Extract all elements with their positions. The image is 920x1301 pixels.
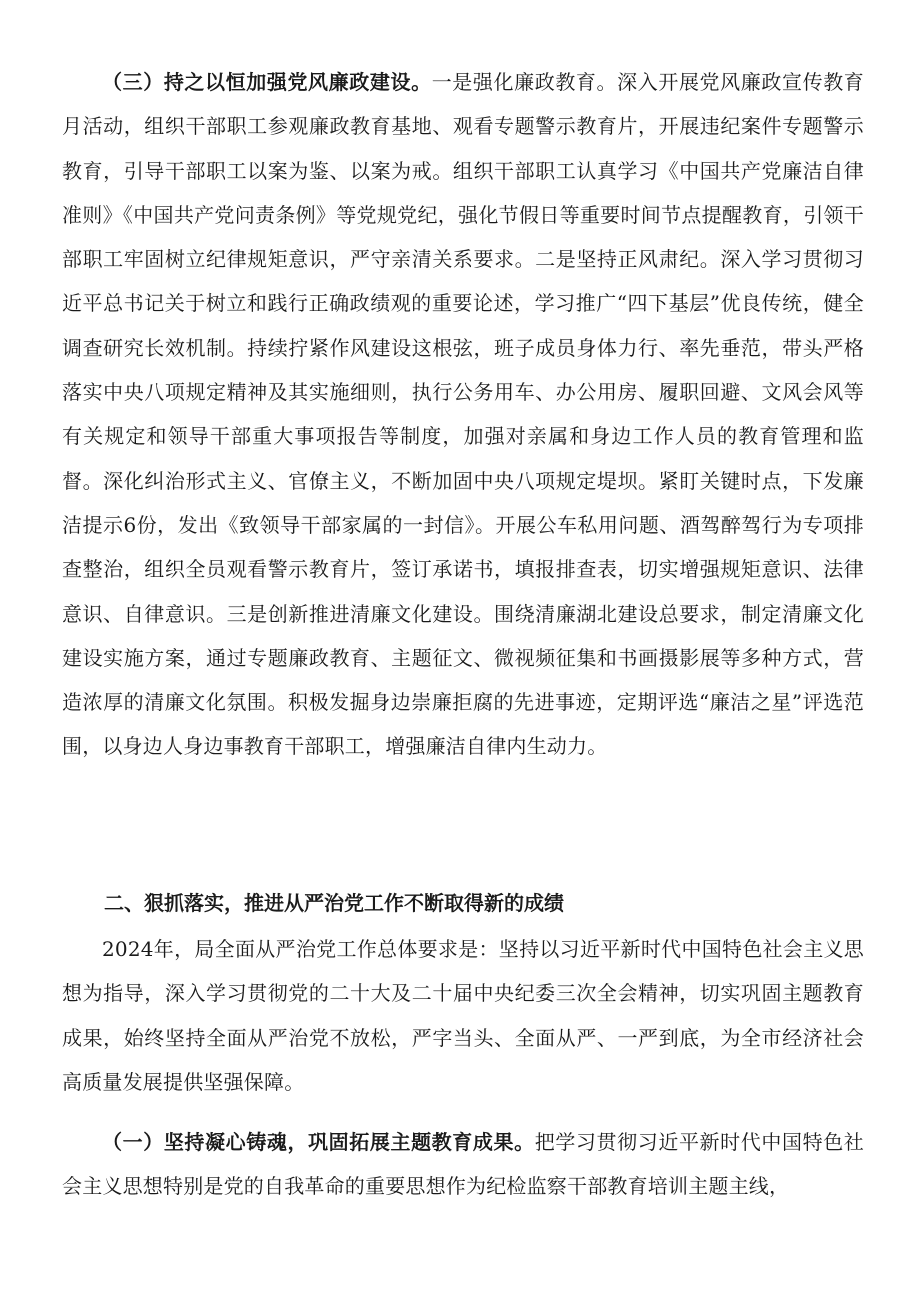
section-3-paragraph	[62, 60, 864, 769]
part-2-heading: 二、狠抓落实，推进从严治党工作不断取得新的成绩	[104, 891, 564, 915]
section-1-heading: （一）坚持凝心铸魂，巩固拓展主题教育成果。	[102, 1130, 535, 1154]
part-2-intro-paragraph: 2024年，局全面从严治党工作总体要求是：坚持以习近平新时代中国特色社会主义思想为指导，深入学习贯彻党的二十大及二十届中央纪委三次全会精神，切实巩固主题教育成果，始终坚持全面从严治党不放松，严字当头、全面从严、一严到底，为全市经济社会高质量发展提供坚强保障。	[62, 937, 864, 1094]
section-1-body: 把学习贯彻习近平新时代中国特色社会主义思想特别是党的自我革命的重要思想作为纪检监察干部教育培训主题主线，	[62, 1130, 864, 1199]
section-3-body: 一是强化廉政教育。深入开展党风廉政宣传教育月活动，组织干部职工参观廉政教育基地、观看专题警示教育片，开展违纪案件专题警示教育，引导干部职工以案为鉴、以案为戒。组织干部职工认真学习《中国共产党廉洁自律准则》《中国共产党问责条例》等党规党纪，强化节假日等重要时间节点提醒教育，引领干部职工牢固树立纪律规矩意识，严守亲清关系要求。二是坚持正风肃纪。深入学习贯彻习近平总书记关于树立和践行正确政绩观的重要论述，学习推广“四下基层”优良传统，健全调查研究长效机制。持续拧紧作风建设这根弦，班子成员身体力行、率先垂范，带头严格落实中央八项规定精神及其实施细则，执行公务用车、办公用房、履职回避、文风会风等有关规定和领导干部重大事项报告等制度，加强对亲属和身边工作人员的教育管理和监督。深化纠治形式主义、官僚主义，不断加固中央八项规定堤坝。紧盯关键时点，下发廉洁提示6份，发出《致领导干部家属的一封信》。开展公车私用问题、酒驾醉驾行为专项排查整治，组织全员观看警示教育片，签订承诺书，填报排查表，切实增强规矩意识、法律意识、自律意识。三是创新推进清廉文化建设。围绕清廉湖北建设总要求，制定清廉文化建设实施方案，通过专题廉政教育、主题征文、微视频征集和书画摄影展等多种方式，营造浓厚的清廉文化氛围。积极发掘身边崇廉拒腐的先进事迹，定期评选“廉洁之星”评选范围，以身边人身边事教育干部职工，增强廉洁自律内生动力。	[62, 70, 864, 759]
section-3-heading: （三）持之以恒加强党风廉政建设。	[102, 70, 432, 94]
section-1-paragraph	[62, 1120, 864, 1209]
